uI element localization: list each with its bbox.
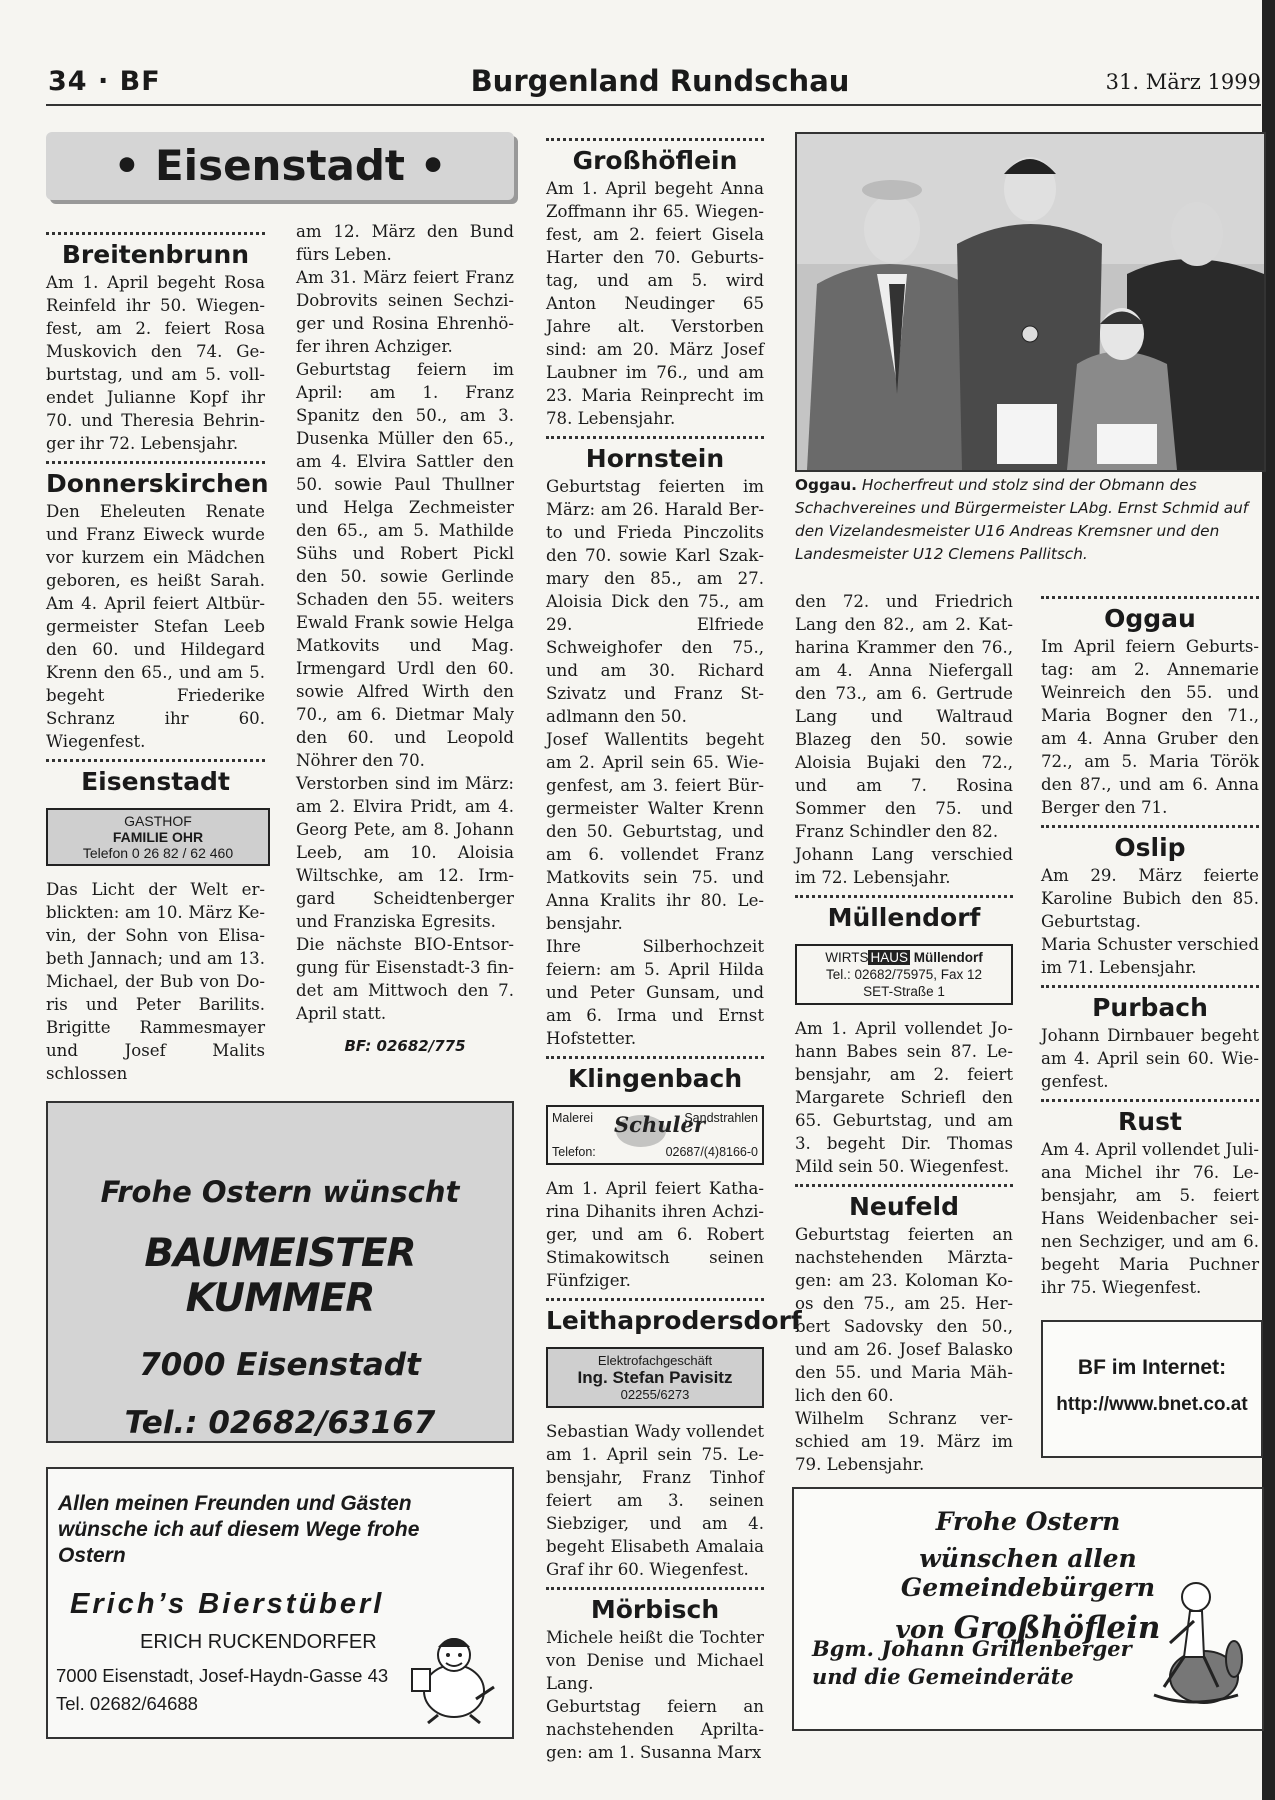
divider — [46, 232, 265, 235]
ad-line: Elektrofachgeschäft — [597, 1353, 713, 1368]
article-text: Josef Wallentits begeht am 2. April sein 65. Wiegenfest, am 3. feiert Bürgermeister Walter Krenn den 50. Geburtstag, und am 6. vollendet Franz Matkovits sein 75. und Anna Kralits ihr 80. Lebensjahr. — [546, 730, 764, 933]
ad-greeting: Allen meinen Freunden und Gästen wünsche ich auf diesem Wege frohe Ostern — [58, 1492, 420, 1567]
divider — [46, 759, 265, 762]
article-text: Am 1. April vollendet Johann Babes sein 87. Lebensjahr, am 2. feiert Margarete Schriefl den 65. Geburtstag, und am 3. begeht Dir. Thomas Mild sein 50. Wiegenfest. — [795, 1019, 1013, 1176]
heading-moerbisch: Mörbisch — [590, 1595, 720, 1624]
divider — [795, 1184, 1013, 1187]
article-text: Geburtstag feierten an nachstehenden Märztagen: am 23. Koloman Koos den 75., am 25. Herbert Sadovsky den 50., und am 26. Josef Balasko den 55. und Maria Mählich den 60. — [795, 1225, 1013, 1405]
ad-line: Großhöflein — [953, 1610, 1161, 1646]
easter-bunny-icon — [1134, 1577, 1250, 1717]
divider — [546, 1056, 764, 1059]
ad-line: Frohe Ostern — [935, 1507, 1121, 1536]
divider — [546, 436, 764, 439]
divider — [1041, 985, 1259, 988]
heading-muellendorf: Müllendorf — [827, 903, 981, 932]
heading-hornstein: Hornstein — [585, 444, 725, 473]
article-text: Verstorben sind im März: am 2. Elvira Pridt, am 4. Georg Pete, am 8. Johann Leeb, am 10. Aloisia Wiltschke, am 12. Irmgard Scheidtenberger und Franziska Egresits. — [296, 774, 514, 931]
ad-phone: Tel. 02682/64688 — [56, 1693, 198, 1714]
ad-line: Müllendorf — [910, 950, 983, 965]
heading-neufeld: Neufeld — [849, 1192, 959, 1221]
article-text: Michele heißt die Tochter von Denise und Michael Lang. — [546, 1628, 764, 1693]
article-text: Sebastian Wady vollendet am 1. April sein 75. Lebensjahr, Franz Tinhof feiert am 3. seinen Siebziger, und am 4. begeht Elisabeth Amalaia Graf ihr 60. Wiegenfest. — [546, 1422, 764, 1579]
ad-line: SET-Straße 1 — [863, 984, 945, 999]
article-text: Am 4. April vollendet Juliana Michel ihr 76. Lebensjahr, am 5. feiert Hans Weidenbacher seinen Sechziger, und am 6. begeht Maria Puchner ihr 75. Wiegenfest. — [1041, 1140, 1259, 1297]
ad-elektro-pavisitz — [546, 1347, 764, 1408]
ad-line: Telefon 0 26 82 / 62 460 — [82, 845, 234, 861]
article-text: Am 1. April begeht Anna Zoffmann ihr 65. Wiegenfest, am 2. feiert Gisela Harter den 70. Geburtstag, und am 5. wird Anton Neudinger 65 Jahre alt. Verstorben sind: am 20. März Josef Laubner im 76., und am 23. Maria Reinprecht im 78. Lebensjahr. — [546, 179, 764, 428]
bf-phone-signature: BF: 02682/775 — [344, 1037, 466, 1055]
ad-line: von — [895, 1615, 954, 1644]
heading-oggau: Oggau — [1104, 604, 1196, 633]
ad-grosshoeflein-ostern — [792, 1487, 1264, 1731]
heading-eisenstadt: Eisenstadt — [81, 767, 230, 796]
column-4 — [795, 590, 1013, 1476]
divider — [546, 1298, 764, 1301]
article-text: Am 1. April begeht Rosa Reinfeld ihr 50. Wiegenfest, am 2. feiert Rosa Muskovich den 74. Geburtstag, und am 5. vollendet Julianne Kopf ihr 70. und Theresia Behringer ihr 72. Lebensjahr. — [46, 273, 265, 453]
ad-line: Ing. Stefan Pavisitz — [577, 1368, 733, 1387]
article-text: Geburtstag feiern an nachstehenden Apriltagen: am 1. Susanna Marx — [546, 1697, 764, 1762]
ad-line: Bgm. Johann Grillenberger — [812, 1636, 1132, 1661]
ad-url[interactable]: http://www.bnet.co.at — [1056, 1394, 1248, 1415]
photo-caption — [795, 474, 1257, 566]
ad-line: WIRTS — [825, 950, 869, 965]
caption-text: Hocherfreut und stolz sind der Obmann des Schachvereines und Bürgermeister LAbg. Ernst Schmid auf den Vizelandesmeister U16 Andreas Kremsner und den Landesmeister U12 Clemens Pallitsch. — [795, 476, 1249, 563]
ad-bf-internet — [1041, 1320, 1263, 1458]
divider — [546, 1587, 764, 1590]
divider — [46, 461, 265, 464]
article-text: Wilhelm Schranz verschied am 19. März im 79. Lebensjahr. — [795, 1409, 1013, 1474]
header-rule — [46, 104, 1261, 106]
cartoon-innkeeper-icon — [408, 1629, 500, 1725]
article-text: Johann Lang verschied im 72. Lebensjahr. — [795, 845, 1013, 887]
ad-line: BF im Internet: — [1077, 1356, 1227, 1379]
article-text: Das Licht der Welt erblickten: am 10. März Kevin, der Sohn von Elisabeth Jannach; und am 13. Michael, der Bub von Doris und Peter Barilits. Brigitte Rammesmayer und Josef Malits schlossen — [46, 880, 265, 1083]
ad-owner: ERICH RUCKENDORFER — [140, 1631, 377, 1653]
article-text: Geburtstag feierten im März: am 26. Harald Berto und Frieda Pinczolits den 70. sowie Karl Szakmary den 85., am 27. Aloisia Dick den 75., am 29. Elfriede Schweighofer den 75., und am 30. Richard Szivatz und Franz Stadlmann den 50. — [546, 477, 764, 726]
ad-line: FAMILIE OHR — [112, 829, 204, 845]
ad-line: Telefon: — [552, 1145, 596, 1159]
column-2 — [296, 220, 514, 1058]
ad-line: 02255/6273 — [620, 1387, 690, 1402]
ad-name: Erich’s Bierstüberl — [70, 1588, 385, 1620]
column-5 — [1041, 590, 1259, 1299]
heading-breitenbrunn: Breitenbrunn — [61, 240, 250, 269]
heading-oslip: Oslip — [1114, 833, 1186, 862]
article-text: Am 1. April feiert Katharina Dihanits ihren Achziger, und am 6. Robert Stimakowitsch seinen Fünfziger. — [546, 1179, 764, 1290]
ad-address: 7000 Eisenstadt, Josef-Haydn-Gasse 43 — [56, 1665, 389, 1686]
article-text: Im April feiern Geburtstag: am 2. Annemarie Weinreich den 55. und Maria Bogner den 71., am 4. Anna Gruber den 72., am 5. Maria Török den 87., und am 6. Anna Berger den 71. — [1041, 637, 1259, 817]
divider — [1041, 596, 1259, 599]
ad-wirtshaus-muellendorf — [795, 944, 1013, 1005]
ad-line: 02687/(4)8166-0 — [665, 1145, 758, 1159]
article-text: Die nächste BIO-Entsorgung für Eisenstadt-3 findet am Mittwoch den 7. April statt. — [296, 935, 514, 1023]
ad-line: wünschen allen Gemeindebürgern — [900, 1544, 1156, 1602]
ad-erichs-bierstueberl — [46, 1467, 514, 1739]
heading-purbach: Purbach — [1092, 993, 1208, 1022]
photo-people-illustration — [797, 134, 1264, 470]
ad-gasthof-ohr — [46, 808, 270, 866]
article-text: den 72. und Friedrich Lang den 82., am 2. Katharina Krammer den 76., am 4. Anna Niefergall den 73., am 6. Gertrude Lang und Waltraud Blazeg den 50. sowie Aloisia Bujaki den 72., und am 7. Rosina Sommer den 75. und Franz Schindler den 82. — [795, 592, 1013, 841]
heading-klingenbach: Klingenbach — [567, 1064, 743, 1093]
article-text: Den Eheleuten Renate und Franz Eiweck wurde vor kurzem ein Mädchen geboren, es heißt Sarah. Am 4. April feiert Altbürgermeister Stefan Leeb den 60. und Hildegard Krenn den 65., und am 5. begeht Friederike Schranz ihr 60. Wiegenfest. — [46, 502, 265, 751]
ad-malerei-schuler — [546, 1105, 764, 1165]
ad-line: Tel.: 02682/63167 — [124, 1405, 436, 1441]
ad-line: GASTHOF — [124, 813, 192, 829]
article-text: Johann Dirnbauer begeht am 4. April sein 60. Wiegenfest. — [1041, 1026, 1259, 1091]
article-text: am 12. März den Bund fürs Leben. — [296, 222, 514, 264]
divider — [1041, 825, 1259, 828]
divider — [795, 895, 1013, 898]
news-photo — [795, 132, 1266, 472]
ad-line: Malerei — [552, 1111, 593, 1125]
section-banner: • Eisenstadt • — [46, 132, 514, 200]
article-text: Am 29. März feierte Karoline Bubich den 85. Geburtstag. — [1041, 866, 1259, 931]
ad-logo: Schuler — [614, 1112, 705, 1137]
heading-grosshoeflein: Großhöflein — [572, 146, 738, 175]
article-text: Geburtstag feiern im April: am 1. Franz Spanitz den 50., am 3. Dusenka Müller den 65., am 4. Elvira Sattler den 50. sowie Paul Thullner und Helga Zechmeister den 65., am 5. Mathilde Sühs und Robert Pickl den 50. sowie Gerlinde Schaden den 55. weiters Ewald Frank sowie Helga Matkovits und Mag. Irmengard Urdl den 60. sowie Alfred Wirth den 70., am 6. Dietmar Maly den 60. und Leopold Nöhrer den 70. — [296, 360, 514, 770]
newspaper-title: Burgenland Rundschau — [470, 64, 850, 98]
ad-line: 7000 Eisenstadt — [139, 1347, 421, 1383]
divider — [1041, 1099, 1259, 1102]
ad-line: Frohe Ostern wünscht — [100, 1175, 460, 1209]
article-text: Am 31. März feiert Franz Dobrovits seinen Sechziger und Rosina Ehrenhöfer ihren Achziger. — [296, 268, 514, 356]
heading-leithaprodersdorf: Leithaprodersdorf — [546, 1306, 802, 1335]
column-3 — [546, 132, 802, 1764]
ad-line: Sandstrahlen — [684, 1111, 758, 1125]
ad-baumeister-kummer — [46, 1101, 514, 1443]
heading-rust: Rust — [1118, 1107, 1182, 1136]
ad-line: und die Gemeinderäte — [812, 1664, 1074, 1689]
page-number: 34 · BF — [48, 66, 161, 97]
ad-line: BAUMEISTER KUMMER — [144, 1231, 416, 1321]
article-text: Maria Schuster verschied im 71. Lebensjahr. — [1041, 935, 1259, 977]
heading-donnerskirchen: Donnerskirchen — [46, 469, 269, 498]
ad-line: Tel.: 02682/75975, Fax 12 — [825, 967, 983, 982]
issue-date: 31. März 1999 — [1105, 70, 1261, 94]
caption-place: Oggau. — [795, 476, 857, 494]
article-text: Ihre Silberhochzeit feiern: am 5. April Hilda und Peter Gunsam, und am 6. Irma und Ernst Hofstetter. — [546, 937, 764, 1048]
column-1 — [46, 226, 269, 1085]
ad-line: HAUS — [870, 950, 908, 965]
divider — [546, 138, 764, 141]
